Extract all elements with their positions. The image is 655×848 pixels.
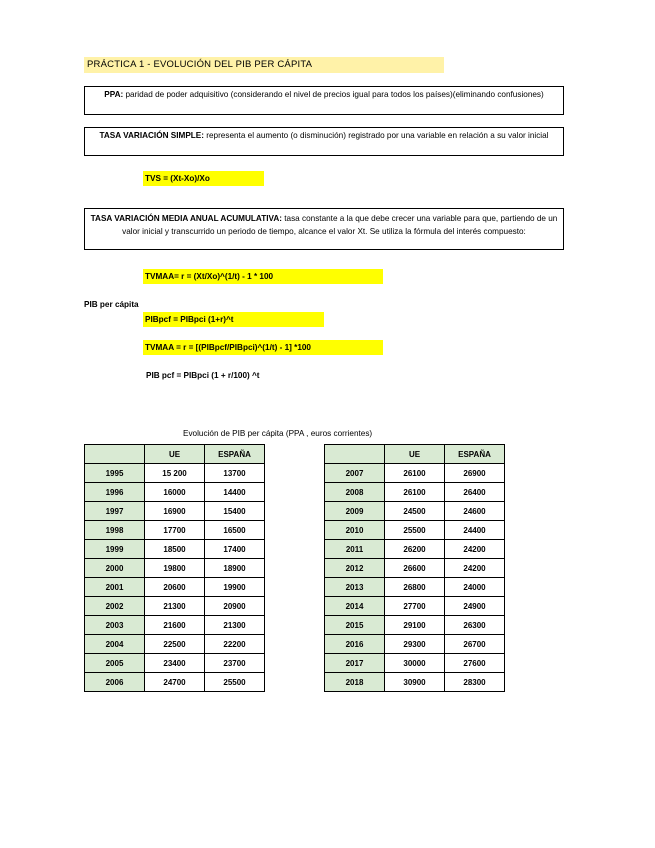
table-row	[85, 597, 265, 616]
header-cell-espana: ESPAÑA	[205, 445, 265, 464]
page-title: PRÁCTICA 1 - EVOLUCIÓN DEL PIB PER CÁPITA	[84, 57, 444, 73]
espana-cell: 25500	[205, 673, 265, 692]
ue-cell: 20600	[145, 578, 205, 597]
ue-cell: 22500	[145, 635, 205, 654]
pib-formula-compound: PIBpcf = PIBpci (1+r)^t	[143, 312, 324, 327]
espana-cell: 23700	[205, 654, 265, 673]
table-row	[325, 502, 505, 521]
espana-cell: 16500	[205, 521, 265, 540]
table-row	[85, 635, 265, 654]
table-header-row	[85, 445, 265, 464]
espana-cell: 18900	[205, 559, 265, 578]
espana-cell: 24000	[445, 578, 505, 597]
table-header-row	[325, 445, 505, 464]
year-cell: 2004	[85, 635, 145, 654]
espana-cell: 20900	[205, 597, 265, 616]
espana-cell: 26700	[445, 635, 505, 654]
ue-cell: 26100	[385, 483, 445, 502]
year-cell: 2013	[325, 578, 385, 597]
tvmaa-text: tasa constante a la que debe crecer una variable para que, partiendo de un valor inicial y transcurrido un periodo de tiempo, alcance el valor Xt. Se utiliza la fórmula del interés compuesto:	[122, 214, 558, 236]
ue-cell: 24700	[145, 673, 205, 692]
header-cell	[325, 445, 385, 464]
ue-cell: 30000	[385, 654, 445, 673]
year-cell: 1999	[85, 540, 145, 559]
espana-cell: 28300	[445, 673, 505, 692]
year-cell: 2001	[85, 578, 145, 597]
table-row	[325, 673, 505, 692]
tvs-label: TASA VARIACIÓN SIMPLE:	[99, 131, 204, 140]
espana-cell: 14400	[205, 483, 265, 502]
ue-cell: 30900	[385, 673, 445, 692]
year-cell: 2008	[325, 483, 385, 502]
tvs-formula: TVS = (Xt-Xo)/Xo	[143, 171, 264, 186]
year-cell: 2003	[85, 616, 145, 635]
espana-cell: 19900	[205, 578, 265, 597]
ue-cell: 23400	[145, 654, 205, 673]
table-row	[85, 559, 265, 578]
header-cell-espana: ESPAÑA	[445, 445, 505, 464]
table-row	[85, 540, 265, 559]
ue-cell: 24500	[385, 502, 445, 521]
tvs-definition-box	[84, 127, 564, 156]
espana-cell: 26900	[445, 464, 505, 483]
ue-cell: 27700	[385, 597, 445, 616]
espana-cell: 26400	[445, 483, 505, 502]
year-cell: 2010	[325, 521, 385, 540]
espana-cell: 24900	[445, 597, 505, 616]
table-row	[325, 578, 505, 597]
year-cell: 1996	[85, 483, 145, 502]
tvs-text: representa el aumento (o disminución) registrado por una variable en relación a su valor inicial	[203, 131, 549, 140]
year-cell: 2018	[325, 673, 385, 692]
table-row	[325, 521, 505, 540]
table-row	[325, 559, 505, 578]
table-row	[85, 521, 265, 540]
ue-cell: 19800	[145, 559, 205, 578]
table-row	[325, 654, 505, 673]
table-row	[85, 464, 265, 483]
year-cell: 1995	[85, 464, 145, 483]
gdp-table-left	[84, 444, 265, 692]
year-cell: 2011	[325, 540, 385, 559]
ue-cell: 16900	[145, 502, 205, 521]
year-cell: 2000	[85, 559, 145, 578]
ue-cell: 18500	[145, 540, 205, 559]
gdp-table-right	[324, 444, 505, 692]
year-cell: 2009	[325, 502, 385, 521]
tvmaa-label: TASA VARIACIÓN MEDIA ANUAL ACUMULATIVA:	[90, 214, 282, 223]
ue-cell: 26100	[385, 464, 445, 483]
table-row	[325, 597, 505, 616]
table-row	[85, 502, 265, 521]
table-caption: Evolución de PIB per cápita (PPA , euros corrientes)	[183, 429, 373, 438]
espana-cell: 27600	[445, 654, 505, 673]
ue-cell: 26600	[385, 559, 445, 578]
ppa-label: PPA:	[104, 90, 124, 99]
pib-formula-tvmaa: TVMAA = r = [(PIBpcf/PIBpci)^(1/t) - 1] *100	[143, 340, 383, 355]
ue-cell: 21600	[145, 616, 205, 635]
year-cell: 2007	[325, 464, 385, 483]
ue-cell: 21300	[145, 597, 205, 616]
pib-per-capita-label: PIB per cápita	[84, 300, 139, 309]
espana-cell: 17400	[205, 540, 265, 559]
year-cell: 1998	[85, 521, 145, 540]
espana-cell: 26300	[445, 616, 505, 635]
pib-formula-final: PIB pcf = PIBpci (1 + r/100) ^t	[146, 371, 260, 380]
year-cell: 2005	[85, 654, 145, 673]
espana-cell: 24200	[445, 559, 505, 578]
espana-cell: 24400	[445, 521, 505, 540]
header-cell-ue: UE	[385, 445, 445, 464]
ue-cell: 16000	[145, 483, 205, 502]
table-row	[85, 578, 265, 597]
ppa-definition-box	[84, 86, 564, 115]
table-row	[325, 464, 505, 483]
table-row	[325, 483, 505, 502]
year-cell: 2012	[325, 559, 385, 578]
espana-cell: 13700	[205, 464, 265, 483]
year-cell: 2015	[325, 616, 385, 635]
year-cell: 2002	[85, 597, 145, 616]
ue-cell: 15 200	[145, 464, 205, 483]
espana-cell: 15400	[205, 502, 265, 521]
ue-cell: 26200	[385, 540, 445, 559]
table-row	[325, 540, 505, 559]
year-cell: 2014	[325, 597, 385, 616]
espana-cell: 22200	[205, 635, 265, 654]
ppa-text: paridad de poder adquisitivo (considerando el nivel de precios igual para todos los países)(eliminando confusiones)	[123, 90, 544, 99]
header-cell-ue: UE	[145, 445, 205, 464]
year-cell: 1997	[85, 502, 145, 521]
espana-cell: 24600	[445, 502, 505, 521]
ue-cell: 29300	[385, 635, 445, 654]
table-row	[85, 673, 265, 692]
table-row	[85, 483, 265, 502]
table-row	[85, 616, 265, 635]
ue-cell: 29100	[385, 616, 445, 635]
espana-cell: 21300	[205, 616, 265, 635]
header-cell	[85, 445, 145, 464]
ue-cell: 17700	[145, 521, 205, 540]
table-row	[325, 616, 505, 635]
year-cell: 2017	[325, 654, 385, 673]
espana-cell: 24200	[445, 540, 505, 559]
ue-cell: 26800	[385, 578, 445, 597]
ue-cell: 25500	[385, 521, 445, 540]
tvmaa-formula: TVMAA= r = (Xt/Xo)^(1/t) - 1 * 100	[143, 269, 383, 284]
year-cell: 2016	[325, 635, 385, 654]
table-row	[325, 635, 505, 654]
year-cell: 2006	[85, 673, 145, 692]
table-row	[85, 654, 265, 673]
tvmaa-definition-box	[84, 208, 564, 250]
